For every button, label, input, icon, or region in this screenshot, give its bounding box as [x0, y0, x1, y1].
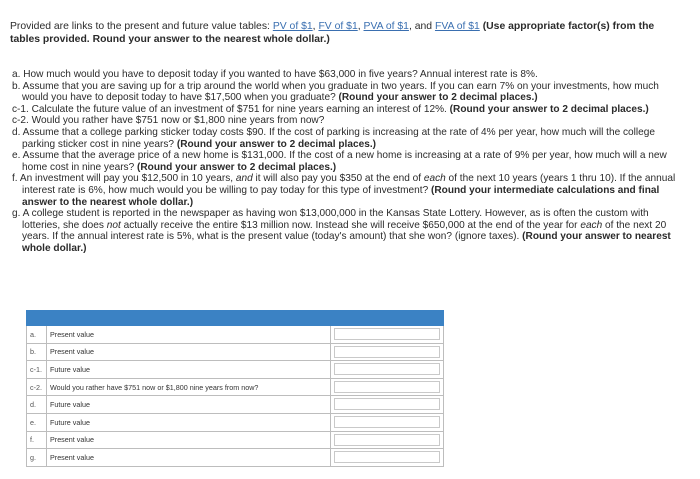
row-label: Present value [47, 431, 331, 449]
table-header-row [27, 311, 444, 326]
row-label: Future value [47, 396, 331, 414]
question-list [12, 69, 688, 255]
row-label: Would you rather have $751 now or $1,800 nine years from now? [47, 378, 331, 396]
answer-input-c2[interactable] [334, 381, 440, 393]
pva-table-link[interactable]: PVA of $1 [363, 21, 409, 32]
answer-input-b[interactable] [334, 346, 440, 358]
answer-input-a[interactable] [334, 328, 440, 340]
row-letter: c-2. [27, 378, 47, 396]
row-letter: g. [27, 449, 47, 467]
table-row [27, 413, 444, 431]
instructions: Provided are links to the present and future value tables: PV of $1, FV of $1, PVA of $1, and FVA of $1 (Use appropriate factor(s) from the tables provided. Round your answer to the nearest whole dollar.) [10, 21, 655, 45]
fv-table-link[interactable]: FV of $1 [318, 21, 358, 32]
table-row [27, 326, 444, 344]
question-c1: c-1. Calculate the future value of an investment of $751 for nine years earning an interest of 12%. (Round your answer to 2 decimal places.) [12, 103, 649, 115]
table-row [27, 343, 444, 361]
question-d: d. Assume that a college parking sticker today costs $90. If the cost of parking is increasing at the rate of 4% per year, how much will the college parking sticker cost in nine years? (Round your answer to 2 decimal places.) [12, 126, 655, 150]
question-f: f. An investment will pay you $12,500 in 10 years, and it will also pay you $350 at the end of each of the next 10 years (years 1 thru 10). If the annual interest rate is 6%, how much would you be willing to pay today for this type of investment? (Round your intermediate calculations and final answer to the nearest whole dollar.) [12, 173, 676, 208]
question-a: a. How much would you have to deposit today if you wanted to have $63,000 in five years? Annual interest rate is 8%. [12, 69, 538, 80]
table-row [27, 449, 444, 467]
table-row [27, 396, 444, 414]
question-g: g. A college student is reported in the newspaper as having won $13,000,000 in the Kansas State Lottery. However, as is often the custom with lotteries, she does not actually receive the entire $13 million now. Instead she will receive $650,000 at the end of the year for each of the next 20 years. If the annual interest rate is 5%, what is the present value (today's amount) that she won? (ignore taxes). (Round your answer to nearest whole dollar.) [12, 208, 671, 254]
row-label: Present value [47, 449, 331, 467]
answer-input-f[interactable] [334, 434, 440, 446]
question-b: b. Assume that you are saving up for a trip around the world when you graduate in two years. If you can earn 7% on your investments, how much would you have to deposit today to have $17,500 when you graduate? (Round your answer to 2 decimal places.) [12, 80, 659, 104]
row-label: Future value [47, 361, 331, 379]
row-letter: f. [27, 431, 47, 449]
fva-table-link[interactable]: FVA of $1 [434, 21, 480, 32]
table-row [27, 361, 444, 379]
row-letter: e. [27, 413, 47, 431]
question-e: e. Assume that the average price of a new home is $131,000. If the cost of a new home is increasing at a rate of 9% per year, how much will a new home cost in nine years? (Round your answer to 2 decimal places.) [12, 150, 667, 173]
row-letter: d. [27, 396, 47, 414]
answer-table [26, 310, 444, 467]
row-label: Future value [47, 413, 331, 431]
row-label: Present value [47, 326, 331, 344]
table-row [27, 378, 444, 396]
answer-input-c1[interactable] [334, 363, 440, 375]
answer-input-e[interactable] [334, 416, 440, 428]
row-letter: a. [27, 326, 47, 344]
intro-instruction: (Use appropriate factor(s) from the tables provided. Round your answer to the nearest whole dollar.) [10, 21, 655, 45]
table-row [27, 431, 444, 449]
row-letter: c-1. [27, 361, 47, 379]
answer-input-d[interactable] [334, 398, 440, 410]
question-c2: c-2. Would you rather have $751 now or $1,800 nine years from now? [12, 115, 325, 127]
intro-text: Provided are links to the present and future value tables: [10, 21, 273, 32]
row-label: Present value [47, 343, 331, 361]
answer-input-g[interactable] [334, 451, 440, 463]
row-letter: b. [27, 343, 47, 361]
pv-table-link[interactable]: PV of $1 [272, 21, 313, 32]
